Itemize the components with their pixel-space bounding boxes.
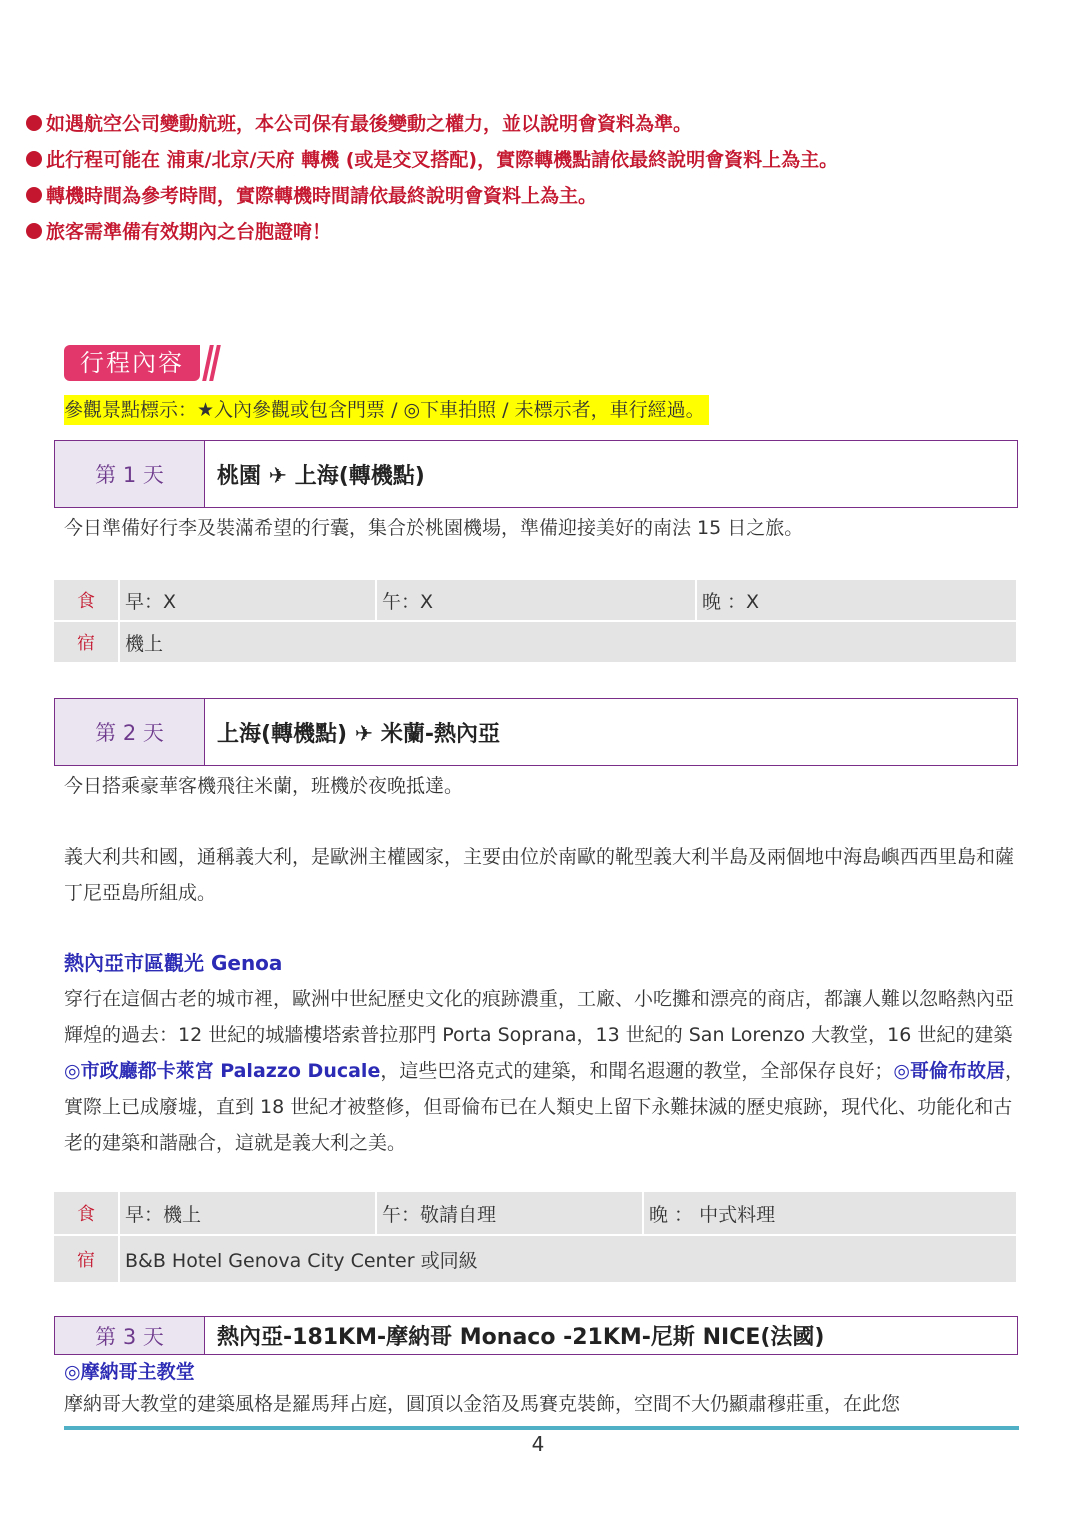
meal-row — [54, 580, 1016, 620]
hotel-cell: B&B Hotel Genova City Center 或同級 — [125, 1249, 478, 1272]
page-number: 4 — [531, 1432, 545, 1456]
section-header — [64, 345, 217, 383]
day-title: 熱內亞-181KM-摩納哥 Monaco -21KM-尼斯 NICE(法國) — [217, 1325, 825, 1350]
food-label: 食 — [54, 1192, 120, 1234]
section-title: 行程內容 — [64, 345, 200, 381]
stay-row — [54, 1234, 1016, 1282]
palazzo-ducale-highlight: ◎市政廳都卡萊宮 Palazzo Ducale — [64, 1060, 381, 1082]
legend-text: 參觀景點標示：★入內參觀或包含門票 / ◎下車拍照 / 未標示者，車行經過。 — [64, 395, 709, 425]
day-3-description: 摩納哥大教堂的建築風格是羅馬拜占庭，圓頂以金箔及馬賽克裝飾，空間不大仍顯肅穆莊重，在此您 — [64, 1393, 901, 1415]
day-1-meals-table — [54, 580, 1016, 662]
day-1-description: 今日準備好行李及裝滿希望的行囊，集合於桃園機場，準備迎接美好的南法 15 日之旅。 — [64, 517, 804, 539]
breakfast-cell: 早：機上 — [120, 1192, 377, 1234]
notice-item: 旅客需準備有效期內之台胞證唷！ — [26, 214, 1046, 250]
monaco-cathedral-heading: ◎摩納哥主教堂 — [64, 1361, 195, 1383]
day-2-header — [54, 698, 1018, 766]
day-title: 上海(轉機點) ✈ 米蘭-熱內亞 — [217, 721, 500, 747]
notice-item: 如遇航空公司變動航班，本公司保有最後變動之權力，並以說明會資料為準。 — [26, 106, 1046, 142]
stay-row — [54, 620, 1016, 662]
bullet-dot-icon — [26, 187, 42, 203]
footer-divider — [64, 1426, 1019, 1430]
day-3-header — [54, 1316, 1018, 1355]
stay-label: 宿 — [54, 622, 120, 662]
hotel-cell: 機上 — [125, 632, 164, 655]
genoa-heading: 熱內亞市區觀光 Genoa — [64, 951, 283, 975]
lunch-cell: 午：X — [377, 580, 697, 620]
day-number: 第 2 天 — [55, 699, 205, 765]
day-number: 第 1 天 — [55, 441, 205, 507]
notice-item: 此行程可能在 浦東/北京/天府 轉機 (或是交叉搭配)，實際轉機點請依最終說明會資料上為主。 — [26, 142, 1046, 178]
day-2-meals-table — [54, 1192, 1016, 1282]
dinner-cell: 晚 ：X — [702, 590, 760, 613]
bullet-dot-icon — [26, 151, 42, 167]
notice-list — [26, 106, 1046, 250]
italy-intro: 義大利共和國，通稱義大利，是歐洲主權國家，主要由位於南歐的靴型義大利半島及兩個地中海島嶼西西里島和薩丁尼亞島所組成。 — [64, 846, 1015, 904]
day-2-description: 今日搭乘豪華客機飛往米蘭，班機於夜晚抵達。 — [64, 775, 464, 797]
notice-item: 轉機時間為參考時間，實際轉機時間請依最終說明會資料上為主。 — [26, 178, 1046, 214]
lunch-cell: 午：敬請自理 — [377, 1192, 644, 1234]
breakfast-cell: 早：X — [120, 580, 377, 620]
genoa-description: 穿行在這個古老的城市裡，歐洲中世紀歷史文化的痕跡濃重，工廠、小吃攤和漂亮的商店，都讓人難以忽略熱內亞輝煌的過去：12 世紀的城牆樓塔索普拉那門 Porta Soprana，13 世紀的 San Lorenzo 大教堂，16 世紀的建築◎市政廳都卡萊宮 Palazzo Ducale，這些巴洛克式的建築，和聞名遐邇的教堂，全部保存良好；◎哥倫布故居，實際上已成廢墟，直到 18 世紀才被整修，但哥倫布已在人類史上留下永難抹滅的歷史痕跡，現代化、功能化和古老的建築和諧融合，這就是義大利之美。 — [64, 988, 1024, 1154]
bullet-dot-icon — [26, 223, 42, 239]
stay-label: 宿 — [54, 1236, 120, 1282]
double-bar-icon — [203, 345, 217, 385]
dinner-cell: 晚 ： 中式料理 — [649, 1203, 776, 1226]
meal-row — [54, 1192, 1016, 1234]
food-label: 食 — [54, 580, 120, 620]
day-title: 桃園 ✈ 上海(轉機點) — [217, 463, 425, 489]
columbus-house-highlight: ◎哥倫布故居 — [893, 1060, 1005, 1082]
day-1-header — [54, 440, 1018, 508]
bullet-dot-icon — [26, 115, 42, 131]
day-number: 第 3 天 — [55, 1317, 205, 1354]
